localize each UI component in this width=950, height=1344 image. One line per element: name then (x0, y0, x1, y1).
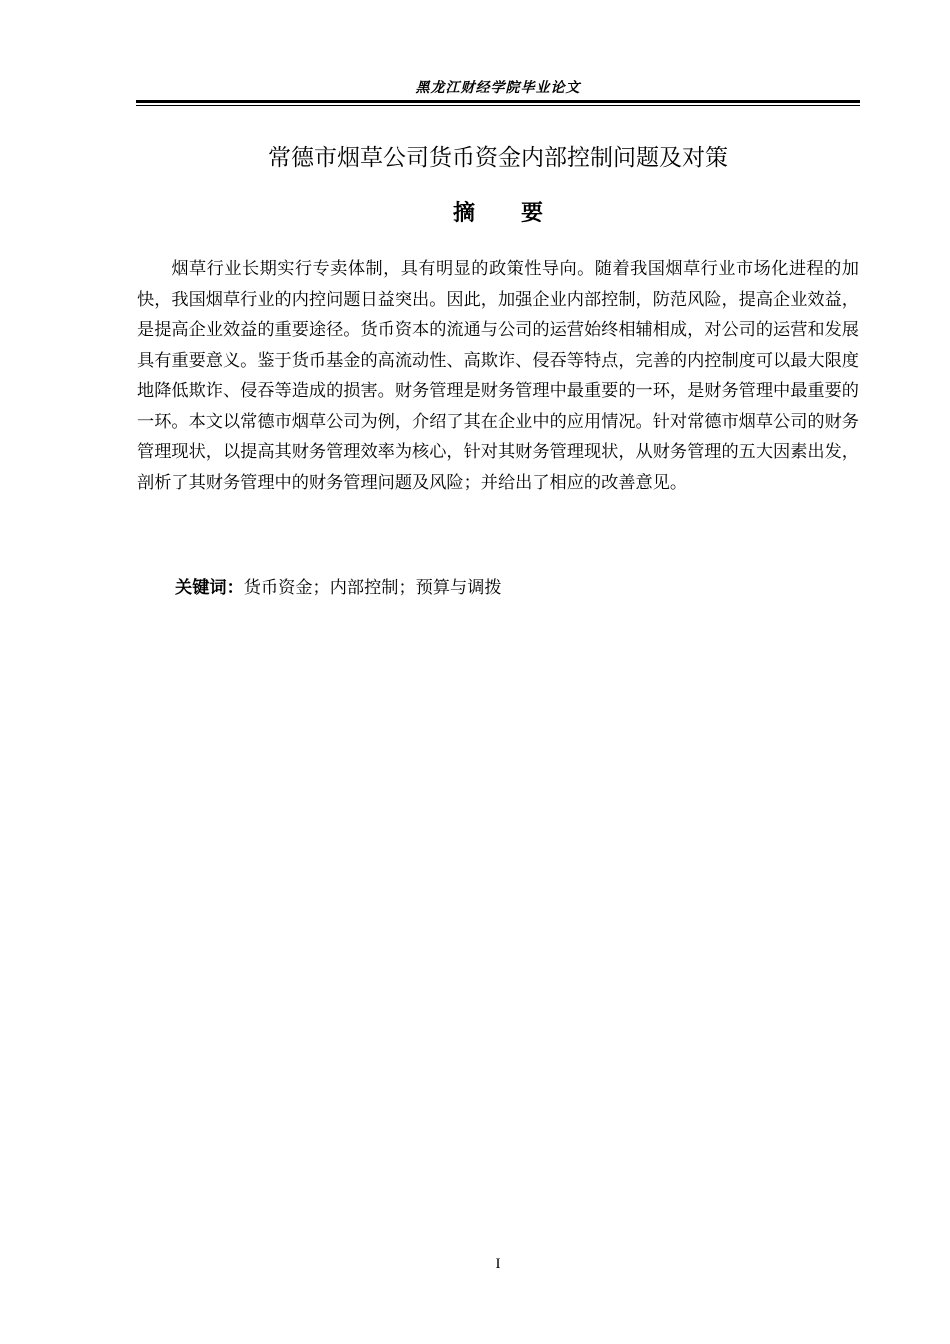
keywords-line (175, 574, 859, 602)
abstract-heading: 摘要 (452, 201, 589, 226)
header-rule-thick (136, 100, 860, 103)
page-number: I (495, 1256, 501, 1272)
paper-title: 常德市烟草公司货币资金内部控制问题及对策 (268, 145, 728, 171)
keywords-value: 货币资金；内部控制；预算与调拨 (243, 578, 502, 598)
abstract-body: 烟草行业长期实行专卖体制，具有明显的政策性导向。随着我国烟草行业市场化进程的加快，我国烟草行业的内控问题日益突出。因此，加强企业内部控制，防范风险，提高企业效益，是提高企业效益的重要途径。货币资本的流通与公司的运营始终相辅相成，对公司的运营和发展具有重要意义。鉴于货币基金的高流动性、高欺诈、侵吞等特点，完善的内控制度可以最大限度地降低欺诈、侵吞等造成的损害。财务管理是财务管理中最重要的一环，是财务管理中最重要的一环。本文以常德市烟草公司为例，介绍了其在企业中的应用情况。针对常德市烟草公司的财务管理现状，以提高其财务管理效率为核心，针对其财务管理现状，从财务管理的五大因素出发，剖析了其财务管理中的财务管理问题及风险；并给出了相应的改善意见。 (137, 259, 859, 493)
header-rule-thin (136, 105, 860, 106)
keywords-label: 关键词： (175, 578, 244, 598)
running-header: 黑龙江财经学院毕业论文 (415, 80, 581, 96)
